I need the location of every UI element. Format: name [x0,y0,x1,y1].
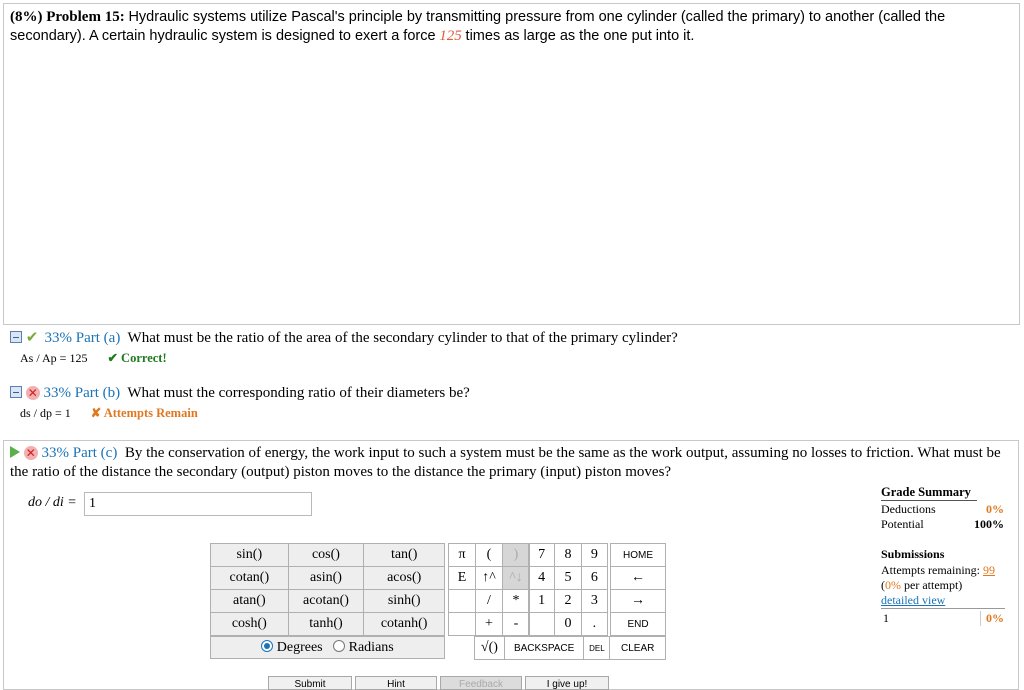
digit-key[interactable]: 7 [529,544,555,567]
answer-input[interactable] [84,492,312,516]
function-key[interactable]: cos() [288,544,364,567]
part-c-header [10,444,1012,482]
nav-keypad [610,543,666,636]
part-b-question: What must the corresponding ratio of their diameters be? [127,385,470,401]
degrees-label: Degrees [276,640,323,655]
part-a-header [10,329,678,348]
problem-panel [3,3,1020,325]
symbol-key[interactable]: ( [476,544,503,567]
digit-key[interactable]: . [581,613,607,636]
function-key[interactable]: tan() [364,544,445,567]
part-a-answer: As / Ap = 125 [20,351,88,365]
check-icon: ✔ [25,328,39,346]
give-up-button[interactable]: I give up! [525,676,609,690]
digit-key[interactable]: 5 [555,567,581,590]
collapse-icon[interactable] [10,386,22,398]
per-attempt-pct: 0% [885,578,901,592]
symbol-key [449,613,476,636]
symbol-key[interactable]: ↑^ [476,567,503,590]
symbol-key[interactable]: - [503,613,530,636]
digit-key[interactable]: 3 [581,590,607,613]
per-attempt-row: (0% per attempt) [881,578,963,592]
attempts-row [881,563,995,578]
digit-key[interactable]: 1 [529,590,555,613]
angle-mode [210,636,445,659]
play-icon [10,446,20,458]
problem-statement [10,8,1010,46]
function-key[interactable]: tanh() [288,613,364,636]
function-key[interactable]: asin() [288,567,364,590]
symbol-key[interactable]: ) [503,544,530,567]
submission-number: 1 [883,611,889,625]
part-c-input-label: do / di = [28,495,77,510]
part-a-answer-row [20,349,167,367]
nav-key[interactable]: ← [611,567,666,590]
part-b-answer-row [20,404,198,422]
x-icon: ✕ [27,386,38,400]
detailed-view-link[interactable]: detailed view [881,593,946,607]
radians-radio[interactable] [333,640,345,652]
function-key[interactable]: acos() [364,567,445,590]
function-key[interactable]: cotan() [211,567,289,590]
symbol-key[interactable]: / [476,590,503,613]
edit-keypad [474,636,666,660]
problem-text-1: Hydraulic systems utilize Pascal's principle by transmitting pressure from one cylinder (called the primary) to another (called the secondary). A certain hydraulic system is designed to exert a force [10,9,946,44]
feedback-button[interactable]: Feedback [440,676,522,690]
symbol-key[interactable]: + [476,613,503,636]
radians-label: Radians [348,640,394,655]
part-a-percent: 33% [44,330,72,346]
submissions-title: Submissions [881,547,945,561]
symbol-key[interactable]: π [449,544,476,567]
del-key[interactable]: DEL [584,637,610,660]
symbol-key[interactable]: * [503,590,530,613]
sqrt-key[interactable]: √() [475,637,505,660]
digit-key[interactable]: 0 [555,613,581,636]
digit-key[interactable]: 6 [581,567,607,590]
force-factor: 125 [439,28,462,44]
backspace-key[interactable]: BACKSPACE [504,637,584,660]
symbol-key[interactable]: ^↓ [503,567,530,590]
function-key[interactable]: cotanh() [364,613,445,636]
problem-text-2: times as large as the one put into it. [465,28,695,44]
x-icon: ✕ [25,446,36,460]
degrees-radio[interactable] [261,640,273,652]
nav-key[interactable]: HOME [611,544,666,567]
clear-key[interactable]: CLEAR [610,637,666,660]
part-b-percent: 33% [43,385,71,401]
part-a-question: What must be the ratio of the area of the secondary cylinder to that of the primary cylinder? [127,330,678,346]
potential-label: Potential [881,517,924,531]
part-b-status: ✘ Attempts Remain [90,406,198,420]
attempts-value: 99 [982,563,995,577]
symbol-keypad [448,543,530,636]
attempts-label: Attempts remaining: [881,563,980,577]
collapse-icon[interactable] [10,331,22,343]
symbol-key [449,590,476,613]
digit-key[interactable]: 8 [555,544,581,567]
function-keypad [210,543,445,636]
function-key[interactable]: cosh() [211,613,289,636]
digit-keypad [528,543,608,636]
hint-button[interactable]: Hint [355,676,437,690]
nav-key[interactable]: → [611,590,666,613]
symbol-key[interactable]: E [449,567,476,590]
function-key[interactable]: sinh() [364,590,445,613]
function-key[interactable]: acotan() [288,590,364,613]
problem-header: (8%) Problem 15: [10,9,125,25]
digit-key[interactable]: 9 [581,544,607,567]
part-b-answer: ds / dp = 1 [20,406,71,420]
per-attempt-label: per attempt) [904,578,963,592]
function-key[interactable]: sin() [211,544,289,567]
digit-key [529,613,555,636]
submissions-divider [881,608,1005,609]
part-b-header [10,384,470,403]
grade-summary-title: Grade Summary [881,485,971,499]
part-c-question: By the conservation of energy, the work input to such a system must be the same as the work output, assuming no losses to friction. What must be the ratio of the distance the secondary (output) piston moves to the distance the primary (input) piston moves? [10,445,1001,480]
digit-key[interactable]: 4 [529,567,555,590]
part-c-label: Part (c) [72,445,118,461]
function-key[interactable]: atan() [211,590,289,613]
deductions-value: 0% [986,502,1004,516]
submission-score: 0% [980,611,1004,626]
part-a-label: Part (a) [75,330,121,346]
submit-button[interactable]: Submit [268,676,352,690]
deductions-label: Deductions [881,502,936,516]
part-a-status: ✔ Correct! [107,351,167,365]
part-b-label: Part (b) [74,385,121,401]
part-c-percent: 33% [41,445,69,461]
grade-divider [881,500,977,501]
nav-key[interactable]: END [611,613,666,636]
potential-value: 100% [974,517,1004,531]
digit-key[interactable]: 2 [555,590,581,613]
